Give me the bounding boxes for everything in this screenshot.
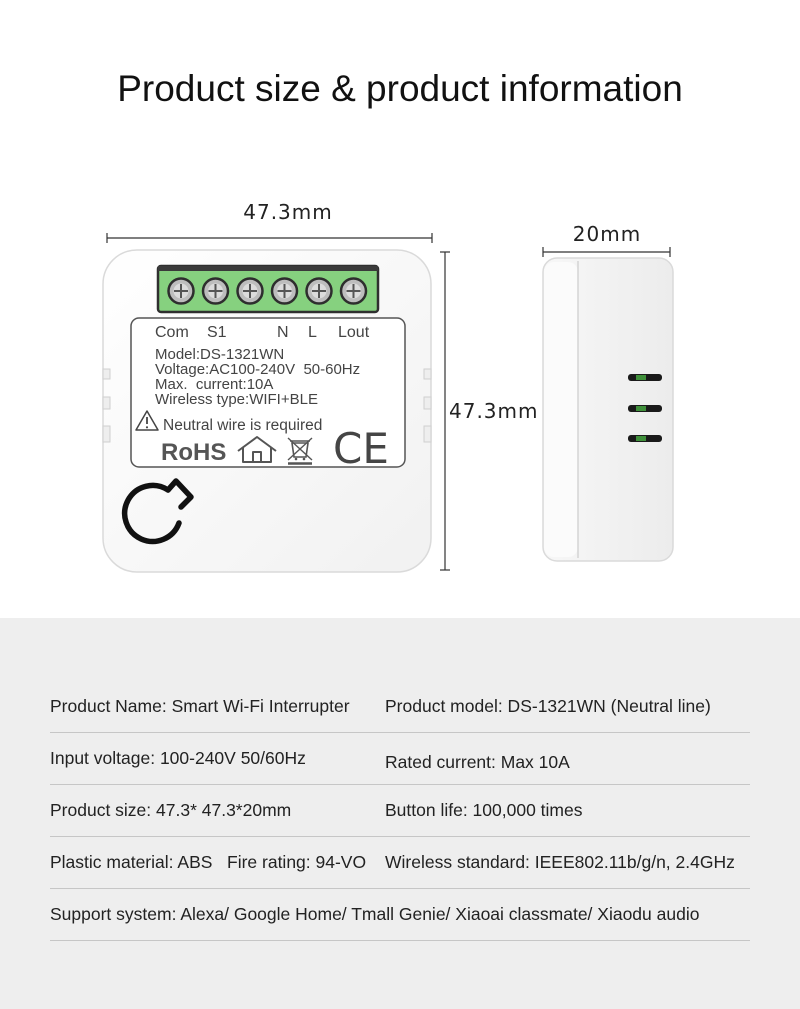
spec-row <box>50 785 750 837</box>
terminal-screw <box>341 279 366 304</box>
depth-label: 20mm <box>572 222 642 246</box>
terminal-label-l: L <box>308 324 317 341</box>
side-vent-slot <box>628 374 662 381</box>
depth-dimension <box>543 222 670 257</box>
width-dimension <box>107 200 432 243</box>
spec-product-name: Product Name: Smart Wi-Fi Interrupter <box>50 696 350 716</box>
side-notch <box>103 369 110 379</box>
rohs-mark: RoHS <box>161 439 227 466</box>
spec-row <box>50 681 750 733</box>
device-label <box>131 318 405 473</box>
terminal-label-n: N <box>277 324 289 341</box>
spec-product-model: Product model: DS-1321WN (Neutral line) <box>385 696 711 716</box>
terminal-block <box>158 266 378 312</box>
spec-table <box>50 681 750 941</box>
terminal-screw <box>307 279 332 304</box>
label-voltage: Voltage:AC100-240V 50-60Hz <box>155 361 361 378</box>
neutral-wire-warning: Neutral wire is required <box>163 417 323 434</box>
label-current: Max. current:10A <box>155 376 274 393</box>
page-title: Product size & product information <box>117 68 683 109</box>
spec-product-size: Product size: 47.3* 47.3*20mm <box>50 800 292 820</box>
device-side-lid <box>544 262 578 557</box>
spec-wireless-standard: Wireless standard: IEEE802.11b/g/n, 2.4GHz <box>385 852 735 872</box>
side-vent-slot <box>628 435 662 442</box>
side-notch <box>424 426 431 442</box>
spec-input-voltage: Input voltage: 100-240V 50/60Hz <box>50 748 306 768</box>
terminal-label-lout: Lout <box>338 324 370 341</box>
terminal-screw <box>238 279 263 304</box>
side-notch <box>424 397 431 409</box>
spec-material-fire-rating: Plastic material: ABS Fire rating: 94-VO <box>50 852 367 872</box>
height-label: 47.3mm <box>449 399 539 423</box>
spec-support-system: Support system: Alexa/ Google Home/ Tmall Genie/ Xiaoai classmate/ Xiaodu audio <box>50 904 700 924</box>
spec-row <box>50 733 750 785</box>
ce-mark: CE <box>333 424 389 473</box>
spec-rated-current: Rated current: Max 10A <box>385 752 570 772</box>
side-notch <box>103 397 110 409</box>
terminal-screw <box>203 279 228 304</box>
spec-button-life: Button life: 100,000 times <box>385 800 583 820</box>
terminal-block-top-edge <box>158 266 378 271</box>
device-side-view <box>543 258 673 561</box>
height-dimension <box>440 252 539 570</box>
width-label: 47.3mm <box>243 200 333 224</box>
label-wireless: Wireless type:WIFI+BLE <box>155 391 318 408</box>
terminal-screw <box>169 279 194 304</box>
side-notch <box>103 426 110 442</box>
side-notch <box>424 369 431 379</box>
side-vent-slot <box>628 405 662 412</box>
terminal-label-com: Com <box>155 324 189 341</box>
label-model: Model:DS-1321WN <box>155 346 285 363</box>
terminal-screw <box>272 279 297 304</box>
spec-row <box>50 837 750 889</box>
device-front-view <box>103 250 431 572</box>
spec-row <box>50 889 750 941</box>
terminal-label-s1: S1 <box>207 324 227 341</box>
